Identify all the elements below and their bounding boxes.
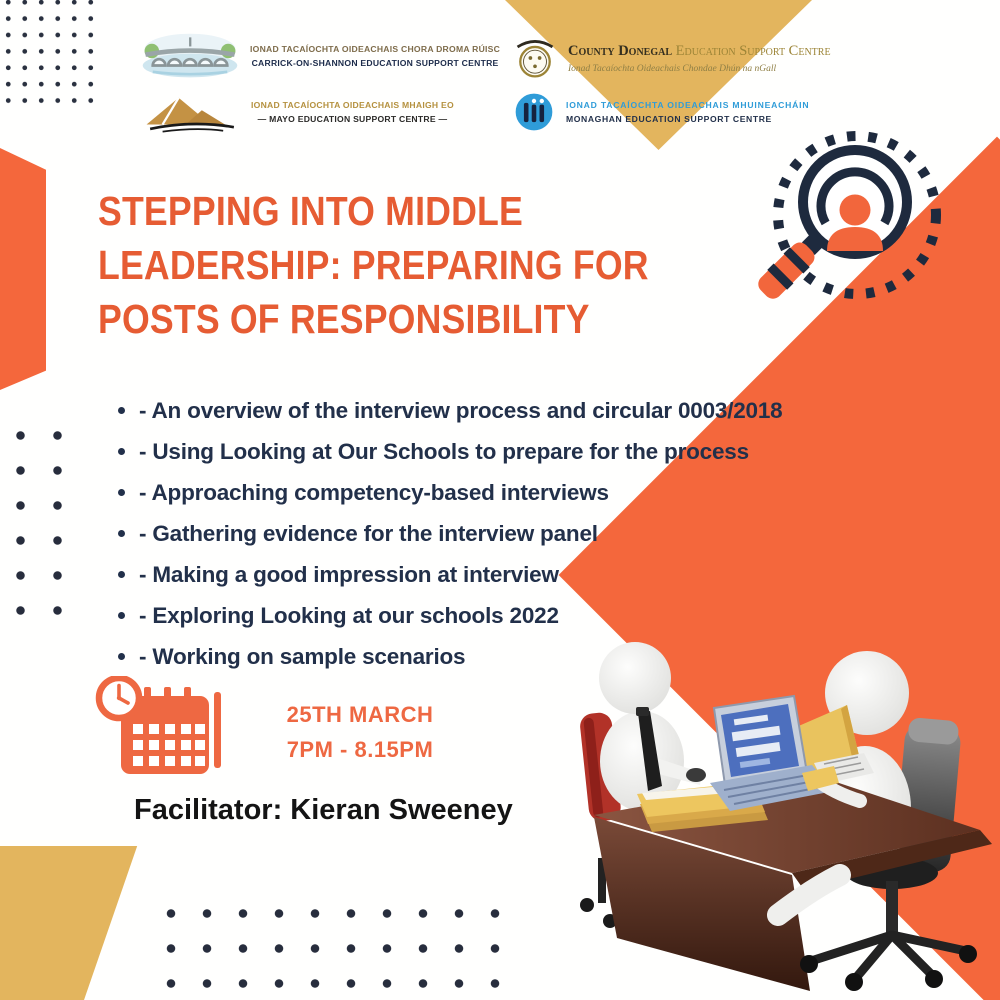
logo-donegal-suffix: Education Support Centre [672,42,831,59]
list-item-text: - Gathering evidence for the interview panel [139,520,598,546]
person-search-icon [732,118,982,338]
logo-donegal-subtitle: Ionad Tacaíochta Oideachais Chondae Dhún na nGall [568,63,777,74]
list-item [118,431,783,472]
schedule [248,702,472,763]
interview-illustration [562,633,1000,1000]
bullet-dot [118,448,125,455]
list-item-text: - An overview of the interview process and circular 0003/2018 [139,397,783,423]
title-line-3: POSTS OF RESPONSIBILITY [98,296,590,342]
list-item-text: - Exploring Looking at our schools 2022 [139,602,559,628]
logo-donegal-name: County Donegal [568,42,673,59]
logo-mayo [143,90,454,134]
mayo-mountains-icon [143,90,241,134]
dot-grid-top-left [0,0,99,108]
list-item [118,595,783,636]
list-item-text: - Working on sample scenarios [139,643,466,669]
list-item-text: - Approaching competency-based interviews [139,479,609,505]
event-date: 25TH MARCH [286,702,434,727]
bullet-dot [118,530,125,537]
calendar-clock-icon [95,676,213,778]
gold-wedge-bottom-left [0,846,140,1000]
logo-mayo-line2: — MAYO EDUCATION SUPPORT CENTRE — [257,114,448,124]
logo-carrick-line1: IONAD TACAÍOCHTA OIDEACHAIS CHORA DROMA RÚISC [250,44,501,54]
bullet-dot [118,612,125,619]
bullet-dot [118,571,125,578]
list-item [118,390,783,431]
logo-carrick-on-shannon [140,30,500,82]
list-item [118,513,783,554]
orange-ribbon-left [0,148,46,390]
dot-grid-bottom [153,896,513,1000]
logo-donegal-title [568,43,831,60]
bullet-dot [118,489,125,496]
logo-carrick-line2: CARRICK-ON-SHANNON EDUCATION SUPPORT CENTRE [251,58,499,68]
monaghan-badge-icon [512,90,556,134]
title-line-1: STEPPING INTO MIDDLE [98,188,523,234]
logo-county-donegal [512,34,831,82]
bullet-dot [118,407,125,414]
list-item-text: - Using Looking at Our Schools to prepare for the process [139,438,749,464]
dot-grid-left [2,418,76,630]
logo-monaghan-line1: IONAD TACAÍOCHTA OIDEACHAIS MHUINEACHÁIN [566,100,810,110]
bridge-icon [140,30,240,82]
event-time: 7PM - 8.15PM [286,737,434,762]
list-item-text: - Making a good impression at interview [139,561,559,587]
donegal-crest-icon [512,34,558,82]
facilitator-text: Facilitator: Kieran Sweeney [134,794,513,826]
title-line-2: LEADERSHIP: PREPARING FOR [98,242,649,288]
list-item [118,472,783,513]
logo-mayo-line1: IONAD TACAÍOCHTA OIDEACHAIS MHAIGH EO [251,100,454,110]
schedule-divider [214,692,221,768]
bullet-dot [118,653,125,660]
page-title [98,184,738,346]
logo-monaghan-line2: MONAGHAN EDUCATION SUPPORT CENTRE [566,114,772,124]
list-item [118,554,783,595]
